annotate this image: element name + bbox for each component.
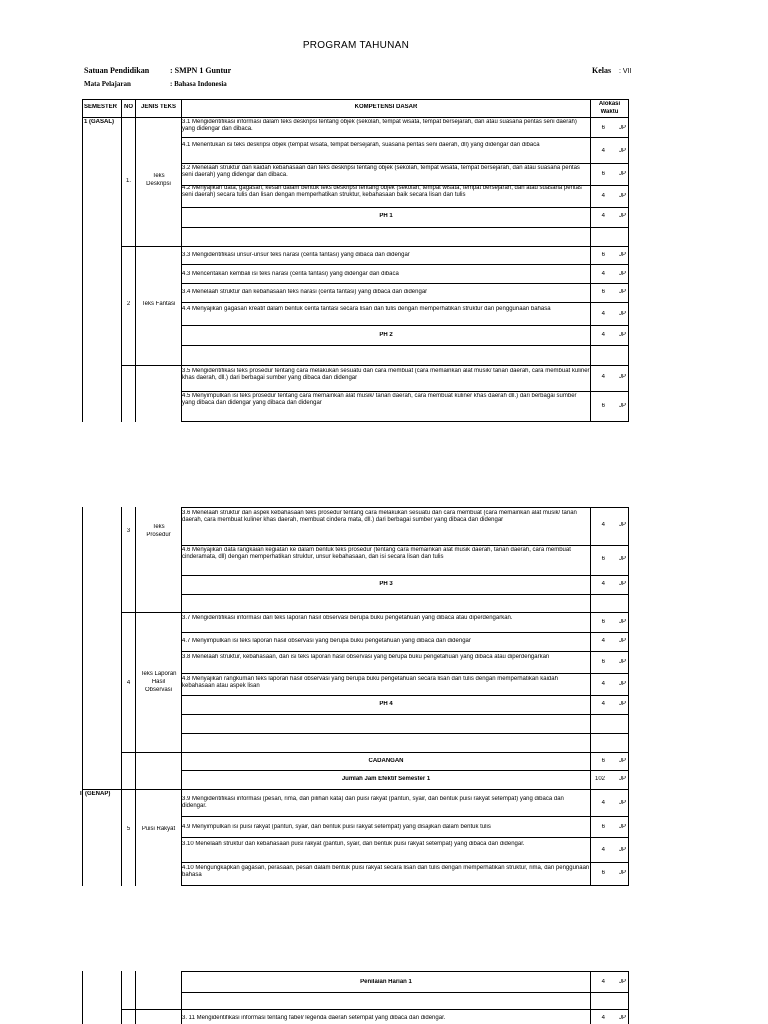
kd-row: 3. 11 Mengidentifikasi informasi tentang fabel/ legenda daerah setempat yang dibaca dan didengar. — [182, 1015, 446, 1021]
header-semester: SEMESTER — [84, 104, 118, 110]
alokasi-unit: JP — [619, 847, 627, 853]
kd-row: 3.6 Menelaah struktur dan aspek kebahasaan teks prosedur tentang cara melakukan sesuatu dan cara membuat (cara memainkan alat musik/ tarian daerah, cara membuat kuliner khas daerah, membuat cindera mata, dll.) dari berbagai sumber yang dibaca dan didengar — [182, 510, 577, 523]
alokasi-unit: JP — [619, 271, 627, 277]
alokasi-value: 4 — [601, 193, 605, 199]
alokasi-unit: JP — [619, 619, 627, 625]
alokasi-value: 4 — [601, 332, 605, 338]
alokasi-value: 4 — [601, 271, 605, 277]
alokasi-unit: JP — [619, 311, 627, 317]
alokasi-unit: JP — [619, 824, 627, 830]
alokasi-value: 6 — [601, 125, 605, 131]
kd-row-cadangan: CADANGAN — [368, 758, 404, 764]
alokasi-unit: JP — [619, 403, 627, 409]
alokasi-value: 6 — [601, 252, 605, 258]
semester-genap: II (GENAP) — [80, 791, 111, 797]
kd-row-penilaian: Penilaian Harian 1 — [360, 979, 412, 985]
satuan-value: : SMPN 1 Guntur — [170, 66, 232, 75]
alokasi-unit: JP — [619, 332, 627, 338]
alokasi-value: 6 — [601, 171, 605, 177]
kd-row: 3.10 Menelaah struktur dan kebahasaan puisi rakyat (pantun, syair, dan bentuk puisi rakyat setempat) yang dibaca dan didengar. — [182, 841, 525, 847]
group-jenis-1b: Deskripsi — [146, 181, 171, 187]
kelas-value: : VII — [619, 68, 632, 75]
alokasi-value: 6 — [601, 758, 605, 764]
kd-row-ph: PH 1 — [379, 213, 393, 219]
alokasi-value: 6 — [601, 870, 605, 876]
kd-row: 3.4 Menelaah struktur dan kebahasaan teks narasi (cerita fantasi) yang dibaca dan didengar — [182, 289, 428, 295]
alokasi-unit: JP — [619, 289, 627, 295]
kd-row: 3.7 Mengidentifikasi informasi dari teks laporan hasil observasi berupa buku pengetahuan yang dibaca atau diperdengarkan. — [182, 615, 513, 621]
alokasi-unit: JP — [619, 701, 627, 707]
alokasi-value: 6 — [601, 659, 605, 665]
alokasi-value: 4 — [601, 311, 605, 317]
page-title: PROGRAM TAHUNAN — [302, 40, 410, 51]
group-jenis-3a: Teks — [152, 524, 165, 530]
alokasi-value: 4 — [601, 581, 605, 587]
alokasi-value: 4 — [601, 800, 605, 806]
group-jenis-4c: Observasi — [144, 687, 172, 693]
group-no-5: 5 — [126, 826, 131, 832]
header-waktu: Waktu — [600, 109, 619, 115]
kd-row: 3.9 Mengidentifikasi informasi (pesan, rima, dan pilihan kata) dari puisi rakyat (pantun, syair, dan bentuk puisi rakyat setempat) yang dibaca dan didengar. — [182, 796, 564, 809]
alokasi-unit: JP — [619, 148, 627, 154]
alokasi-value: 4 — [601, 522, 605, 528]
alokasi-unit: JP — [619, 374, 627, 380]
alokasi-unit: JP — [619, 638, 627, 644]
kd-row-jumlah: Jumlah Jam Efektif Semester 1 — [341, 776, 431, 782]
alokasi-value: 4 — [601, 638, 605, 644]
kd-row: 4.7 Menyimpulkan isi teks laporan hasil observasi yang berupa buku pengetahuan yang dibaca dan didengar — [182, 638, 471, 644]
group-no-1: 1. — [125, 178, 131, 184]
alokasi-value: 6 — [601, 556, 605, 562]
alokasi-value: 4 — [601, 681, 605, 687]
kd-row: 4.10 Mengungkapkan gagasan, perasaan, pesan dalam bentuk puisi rakyat secara lisan dan tulis dengan memperhatikan struktur, rima, dan penggunaan bahasa — [182, 865, 590, 878]
kd-row: 3.5 Mengidentifikasi teks prosedur tentang cara melakukan sesuatu dan cara membuat (cara memainkan alat musik/ tarian daerah, cara membuat kuliner khas daerah, dll.) dari berbagai sumber yang dibaca dan didengar — [182, 368, 590, 381]
alokasi-unit: JP — [619, 681, 627, 687]
alokasi-unit: JP — [619, 870, 627, 876]
header-alokasi: Alokasi — [598, 101, 621, 107]
group-jenis-1a: Teks — [152, 173, 165, 179]
alokasi-unit: JP — [619, 252, 627, 258]
kd-row: 4.1 Menentukan isi teks deskripsi objek (tempat wisata, tempat bersejarah, suasana pentas seni daerah, dll) yang didengar dan dibaca — [182, 142, 540, 148]
header-kompetensi-dasar: KOMPETENSI DASAR — [354, 104, 418, 110]
alokasi-value: 4 — [601, 847, 605, 853]
alokasi-value: 4 — [601, 1015, 605, 1021]
kd-row-ph: PH 3 — [379, 581, 393, 587]
kd-row: 3.1 Mengidentifikasi informasi dalam teks deskripsi tentang objek (sekolah, tempat wisata, tempat bersejarah, dan atau suasana pentas seni daerah) yang didengar dan dibaca. — [182, 119, 577, 132]
alokasi-unit: JP — [619, 1015, 627, 1021]
alokasi-unit: JP — [619, 171, 627, 177]
alokasi-unit: JP — [619, 213, 627, 219]
kd-row: 4.4 Menyajikan gagasan kreatif dalam bentuk cerita fantasi secara lisan dan tulis dengan memperhatikan struktur dan penggunaan bahasa — [182, 306, 551, 312]
alokasi-value: 4 — [601, 374, 605, 380]
header-jenis-teks: JENIS TEKS — [140, 104, 176, 110]
kd-row: 4.3 Menceritakan kembali isi teks narasi (cerita fantasi) yang didengar dan dibaca — [182, 271, 399, 277]
alokasi-unit: JP — [619, 522, 627, 528]
kelas-label: Kelas — [592, 66, 612, 75]
alokasi-value: 6 — [601, 403, 605, 409]
mapel-value: : Bahasa Indonesia — [170, 80, 227, 88]
alokasi-value: 6 — [601, 824, 605, 830]
kd-row: 4.6 Menyajikan data rangkaian kegiatan ke dalam bentuk teks prosedur (tentang cara memainkan alat musik daerah, tarian daerah, cara membuat cinderamata, dll) dengan memperhatikan struktur, unsur kebahasaan, dan isi secara lisan dan tulis — [182, 547, 571, 560]
group-jenis-4b: Hasil — [151, 679, 166, 685]
alokasi-unit: JP — [619, 556, 627, 562]
group-no-2: 2 — [126, 301, 131, 307]
group-no-3: 3 — [126, 528, 131, 534]
kd-row: 4.5 Menyimpulkan isi teks prosedur tentang cara memainkan alat musik/ tarian daerah, cara membuat kuliner khas daerah dll.) dari berbagai sumber yang dibaca dan didengar yang dibaca dan didengar — [182, 393, 577, 406]
alokasi-value: 6 — [601, 619, 605, 625]
alokasi-value: 4 — [601, 701, 605, 707]
group-jenis-2: Teks Fantasi — [141, 301, 176, 307]
kd-row: 3.3 Mengidentifikasi unsur-unsur teks narasi (cerita fantasi) yang dibaca dan didengar — [182, 252, 410, 258]
alokasi-unit: JP — [619, 193, 627, 199]
header-no: NO — [124, 104, 133, 110]
alokasi-value: 6 — [601, 289, 605, 295]
kd-row: 4.9 Menyimpulkan isi puisi rakyat (pantun, syair, dan bentuk puisi rakyat setempat) yang disajikan dalam bentuk tulis — [182, 824, 491, 830]
alokasi-unit: JP — [619, 776, 627, 782]
alokasi-unit: JP — [619, 758, 627, 764]
group-jenis-4a: Teks Laporan — [140, 671, 177, 677]
satuan-label: Satuan Pendidikan — [84, 66, 150, 75]
alokasi-unit: JP — [619, 125, 627, 131]
kd-row-ph: PH 4 — [379, 701, 393, 707]
alokasi-value: 4 — [601, 213, 605, 219]
semester-gasal: 1 (GASAL) — [84, 119, 114, 125]
alokasi-unit: JP — [619, 581, 627, 587]
alokasi-unit: JP — [619, 659, 627, 665]
group-no-4: 4 — [126, 680, 131, 686]
kd-row: 3.8 Menelaah struktur, kebahasaan, dan isi teks laporan hasil observasi yang berupa buku pengetahuan yang dibaca atau diperdengarkan — [182, 654, 550, 660]
kd-row: 4.8 Menyajikan rangkuman teks laporan hasil observasi yang berupa buku pengetahuan secara lisan dan tulis dengan memperhatikan kaidah kebahasaan atau aspek lisan — [182, 676, 558, 689]
kd-row-ph: PH 2 — [379, 332, 393, 338]
group-jenis-3b: Prosedur — [146, 532, 171, 538]
alokasi-value: 4 — [601, 979, 605, 985]
kd-row: 4.2 Menyajikan data, gagasan, kesan dalam bentuk teks deskripsi tentang objek (sekolah, tempat wisata, tempat bersejarah, dan atau suasana pentas seni daerah) secara tulis dan lisan dengan memperhatikan struktur, kebahasaan baik secara lisan dan tulis — [182, 185, 582, 198]
alokasi-value: 102 — [594, 776, 605, 782]
kd-row: 3.2 Menelaah struktur dan kaidah kebahasaan dari teks deskripsi tentang objek (sekolah, tempat wisata, tempat bersejarah, dan atau suasana pentas seni daerah) yang didengar dan dibaca. — [182, 165, 580, 178]
alokasi-unit: JP — [619, 979, 627, 985]
group-jenis-5: Puisi Rakyat — [141, 826, 176, 832]
alokasi-value: 4 — [601, 148, 605, 154]
mapel-label: Mata Pelajaran — [84, 80, 131, 88]
alokasi-unit: JP — [619, 800, 627, 806]
